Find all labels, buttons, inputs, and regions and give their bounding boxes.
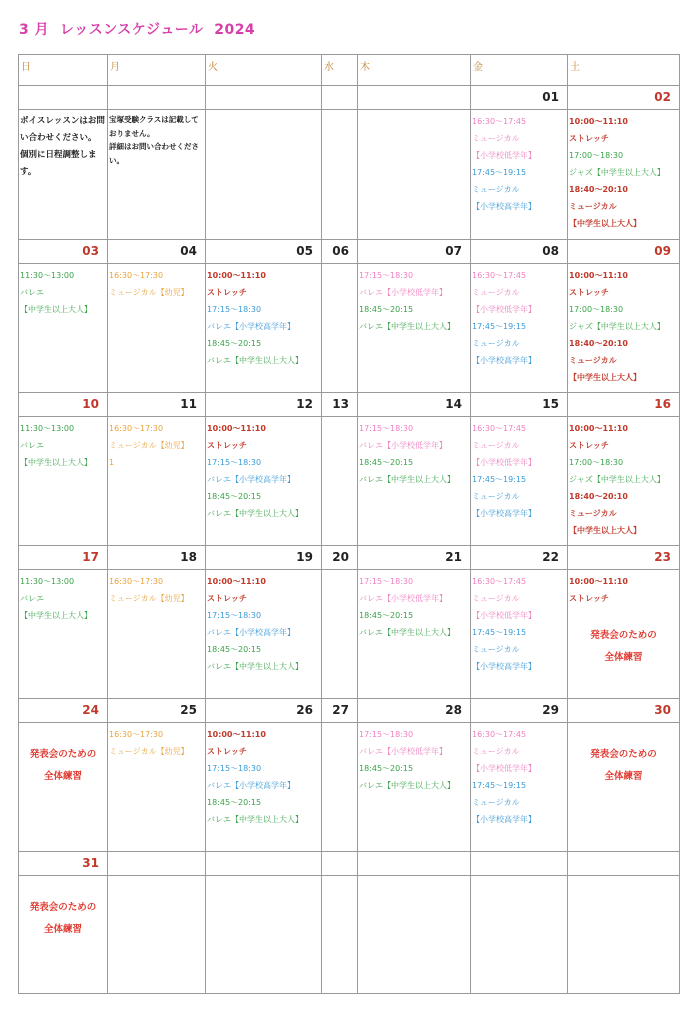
- date-number: 08: [471, 240, 568, 264]
- date-number: 28: [358, 699, 471, 723]
- weekday-mon: 月: [108, 55, 206, 86]
- day-cell-sat: 10:00〜11:10 ストレッチ 発表会のための 全体練習: [568, 570, 680, 699]
- week-6-lessons: [19, 876, 680, 994]
- day-cell-mon: 16:30〜17:30 ミュージカル【幼児】: [108, 570, 206, 699]
- date-number: 04: [108, 240, 206, 264]
- voice-lesson-note: ボイスレッスンはお問い合わせください。 個別に日程調整します。: [19, 110, 108, 240]
- date-number: 19: [206, 546, 322, 570]
- page-title: 3 月 レッスンスケジュール 2024: [19, 22, 256, 38]
- date-number: 05: [206, 240, 322, 264]
- day-cell-sat: 10:00〜11:10 ストレッチ 17:00〜18:30 ジャズ【中学生以上大人】 18:40〜20:10 ミュージカル 【中学生以上大人】: [568, 264, 680, 393]
- week-3-date-row: [19, 393, 680, 417]
- date-number: 12: [206, 393, 322, 417]
- day-cell-mon: 16:30〜17:30 ミュージカル【幼児】: [108, 264, 206, 393]
- date-number: 20: [322, 546, 358, 570]
- date-number: 31: [19, 852, 108, 876]
- day-cell-sat: 10:00〜11:10 ストレッチ 17:00〜18:30 ジャズ【中学生以上大人】 18:40〜20:10 ミュージカル 【中学生以上大人】: [568, 110, 680, 240]
- weekday-fri: 金: [471, 55, 568, 86]
- date-number: 26: [206, 699, 322, 723]
- day-cell-sun: 11:30〜13:00 バレエ 【中学生以上大人】: [19, 570, 108, 699]
- week-4-date-row: [19, 546, 680, 570]
- rehearsal-note: 発表会のための 全体練習: [590, 749, 657, 782]
- weekday-sat: 土: [568, 55, 680, 86]
- date-number: 14: [358, 393, 471, 417]
- weekday-sun: 日: [19, 55, 108, 86]
- week-1-date-row: [19, 86, 680, 110]
- date-number: 11: [108, 393, 206, 417]
- day-cell-thu: 17:15〜18:30 バレエ【小学校低学年】 18:45〜20:15 バレエ【中学生以上大人】: [358, 264, 471, 393]
- rehearsal-note: 発表会のための 全体練習: [29, 902, 97, 935]
- date-number: 02: [568, 86, 680, 110]
- date-number: 22: [471, 546, 568, 570]
- week-5-lessons: [19, 723, 680, 852]
- date-number: 06: [322, 240, 358, 264]
- date-number: 30: [568, 699, 680, 723]
- day-cell-sat: 10:00〜11:10 ストレッチ 17:00〜18:30 ジャズ【中学生以上大人】 18:40〜20:10 ミュージカル 【中学生以上大人】: [568, 417, 680, 546]
- day-cell-mon: 16:30〜17:30 ミュージカル【幼児】: [108, 723, 206, 852]
- day-cell-sun: [19, 876, 108, 994]
- date-number: 24: [19, 699, 108, 723]
- week-2-lessons: [19, 264, 680, 393]
- day-cell-fri: 16:30〜17:45 ミュージカル 【小学校低学年】 17:45〜19:15 ミュージカル 【小学校高学年】: [471, 723, 568, 852]
- schedule-calendar: [18, 54, 680, 994]
- day-cell-tue: 10:00〜11:10 ストレッチ 17:15〜18:30 バレエ【小学校高学年】 18:45〜20:15 バレエ【中学生以上大人】: [206, 417, 322, 546]
- date-number: 01: [471, 86, 568, 110]
- date-number: 16: [568, 393, 680, 417]
- day-cell-tue: 10:00〜11:10 ストレッチ 17:15〜18:30 バレエ【小学校高学年】 18:45〜20:15 バレエ【中学生以上大人】: [206, 723, 322, 852]
- weekday-tue: 火: [206, 55, 322, 86]
- day-cell-mon: 16:30〜17:30 ミュージカル【幼児】 1: [108, 417, 206, 546]
- date-number: 29: [471, 699, 568, 723]
- date-number: 27: [322, 699, 358, 723]
- date-number: 07: [358, 240, 471, 264]
- date-number: 03: [19, 240, 108, 264]
- rehearsal-note: 発表会のための 全体練習: [590, 630, 657, 663]
- week-1-lessons: [19, 110, 680, 240]
- weekday-thu: 木: [358, 55, 471, 86]
- rehearsal-note: 発表会のための 全体練習: [29, 749, 97, 782]
- date-number: 17: [19, 546, 108, 570]
- week-6-date-row: [19, 852, 680, 876]
- day-cell-fri: 16:30〜17:45 ミュージカル 【小学校低学年】 17:45〜19:15 ミュージカル 【小学校高学年】: [471, 264, 568, 393]
- date-number: 15: [471, 393, 568, 417]
- date-number: 23: [568, 546, 680, 570]
- day-cell-fri: 16:30〜17:45 ミュージカル 【小学校低学年】 17:45〜19:15 ミュージカル 【小学校高学年】: [471, 570, 568, 699]
- day-cell-thu: 17:15〜18:30 バレエ【小学校低学年】 18:45〜20:15 バレエ【中学生以上大人】: [358, 570, 471, 699]
- day-cell-fri: 16:30〜17:45 ミュージカル 【小学校低学年】 17:45〜19:15 ミュージカル 【小学校高学年】: [471, 417, 568, 546]
- week-4-lessons: [19, 570, 680, 699]
- date-number: 13: [322, 393, 358, 417]
- date-number: 25: [108, 699, 206, 723]
- weekday-header-row: [19, 55, 680, 86]
- day-cell-fri: 16:30〜17:45 ミュージカル 【小学校低学年】 17:45〜19:15 ミュージカル 【小学校高学年】: [471, 110, 568, 240]
- day-cell-sat: [568, 723, 680, 852]
- weekday-wed: 水: [322, 55, 358, 86]
- date-number: 21: [358, 546, 471, 570]
- day-cell-thu: 17:15〜18:30 バレエ【小学校低学年】 18:45〜20:15 バレエ【中学生以上大人】: [358, 723, 471, 852]
- week-3-lessons: [19, 417, 680, 546]
- date-number: 10: [19, 393, 108, 417]
- day-cell-tue: 10:00〜11:10 ストレッチ 17:15〜18:30 バレエ【小学校高学年】 18:45〜20:15 バレエ【中学生以上大人】: [206, 264, 322, 393]
- date-number: 18: [108, 546, 206, 570]
- day-cell-sun: 11:30〜13:00 バレエ 【中学生以上大人】: [19, 264, 108, 393]
- day-cell-thu: 17:15〜18:30 バレエ【小学校低学年】 18:45〜20:15 バレエ【中学生以上大人】: [358, 417, 471, 546]
- week-2-date-row: [19, 240, 680, 264]
- week-5-date-row: [19, 699, 680, 723]
- day-cell-tue: 10:00〜11:10 ストレッチ 17:15〜18:30 バレエ【小学校高学年】 18:45〜20:15 バレエ【中学生以上大人】: [206, 570, 322, 699]
- date-number: 09: [568, 240, 680, 264]
- day-cell-sun: [19, 723, 108, 852]
- takarazuka-note: 宝塚受験クラスは記載しておりません。 詳細はお問い合わせください。: [108, 110, 206, 240]
- day-cell-sun: 11:30〜13:00 バレエ 【中学生以上大人】: [19, 417, 108, 546]
